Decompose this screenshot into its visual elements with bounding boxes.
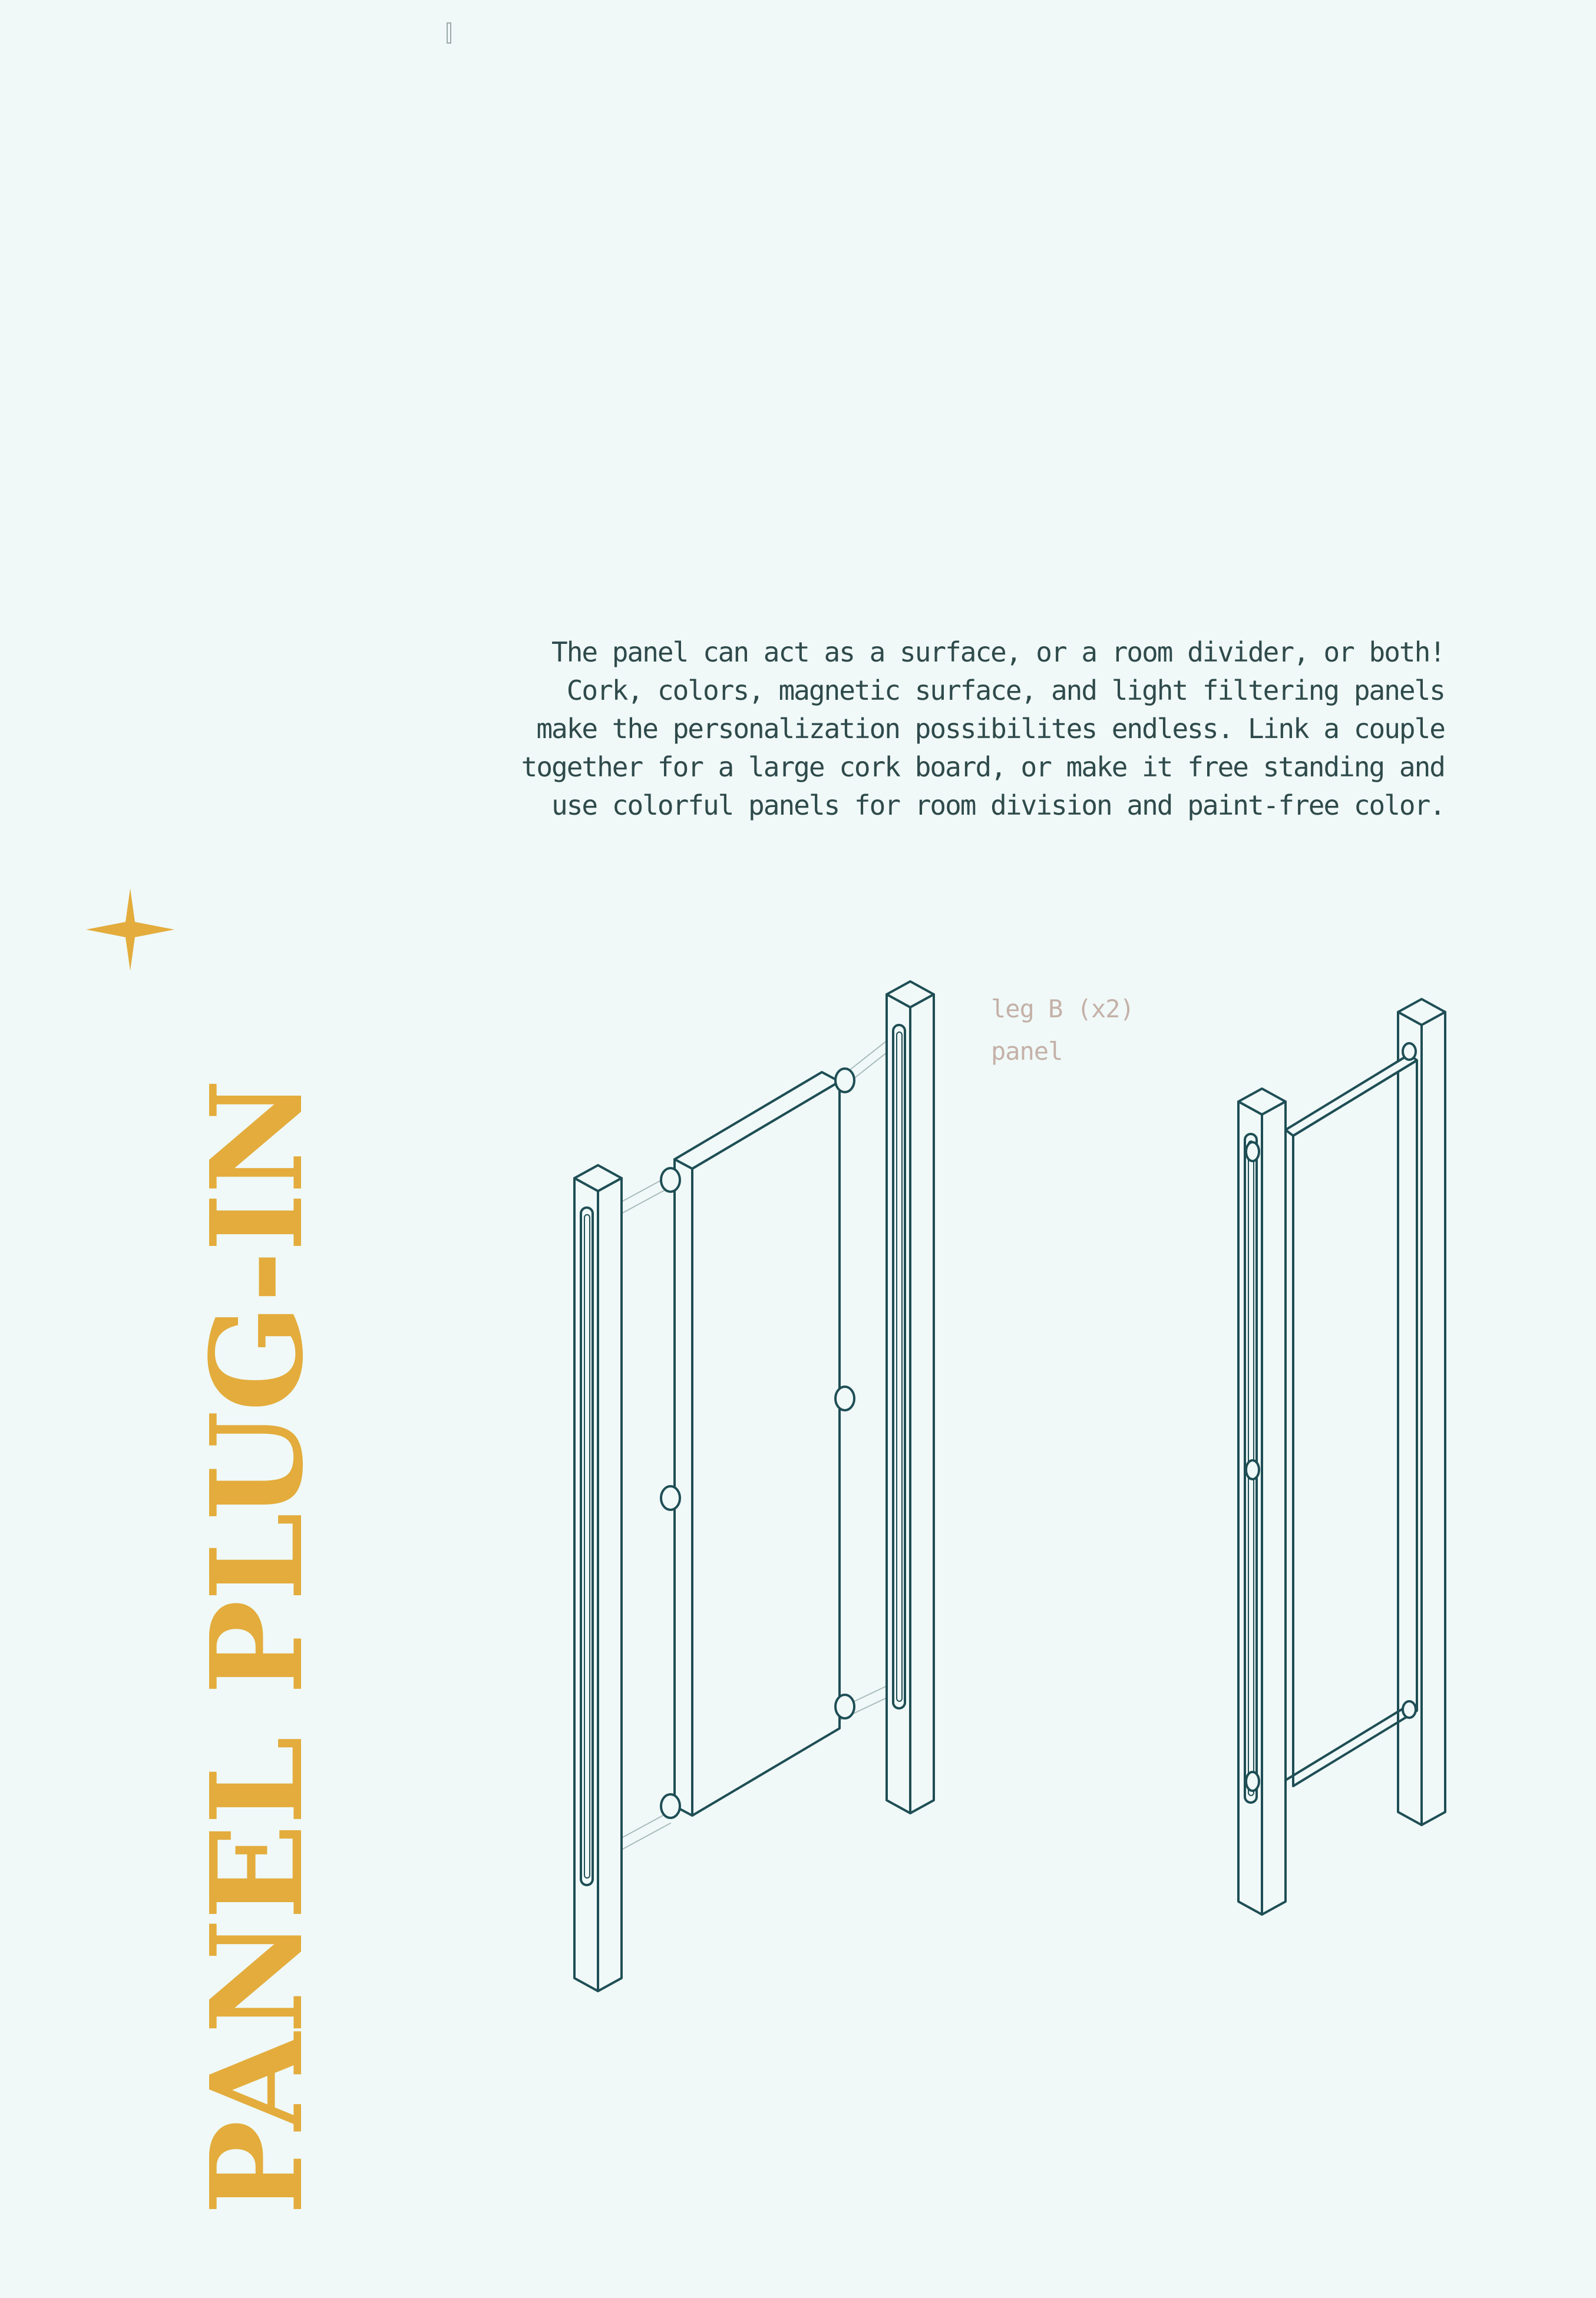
- vertical-title: PANEL PLUG-IN: [183, 1080, 331, 2215]
- leg-right-front: [1238, 1089, 1286, 1915]
- panel-left: [675, 1072, 840, 1816]
- description-line: The panel can act as a surface, or a room divider, or both!: [551, 636, 1445, 668]
- callout-panel: panel: [991, 1037, 1063, 1066]
- description-line: together for a large cork board, or make it free standing and: [521, 751, 1445, 783]
- leg-right-back: [1398, 999, 1445, 1825]
- description-line: use colorful panels for room division and paint-free color.: [551, 789, 1445, 821]
- leg-left-front: [574, 1165, 622, 1991]
- leg-left-back: [887, 981, 934, 1813]
- callout-leg-b: leg B (x2): [991, 994, 1134, 1023]
- description-line: Cork, colors, magnetic surface, and light filtering panels: [566, 674, 1445, 706]
- description-line: make the personalization possibilites endless. Link a couple: [536, 713, 1445, 745]
